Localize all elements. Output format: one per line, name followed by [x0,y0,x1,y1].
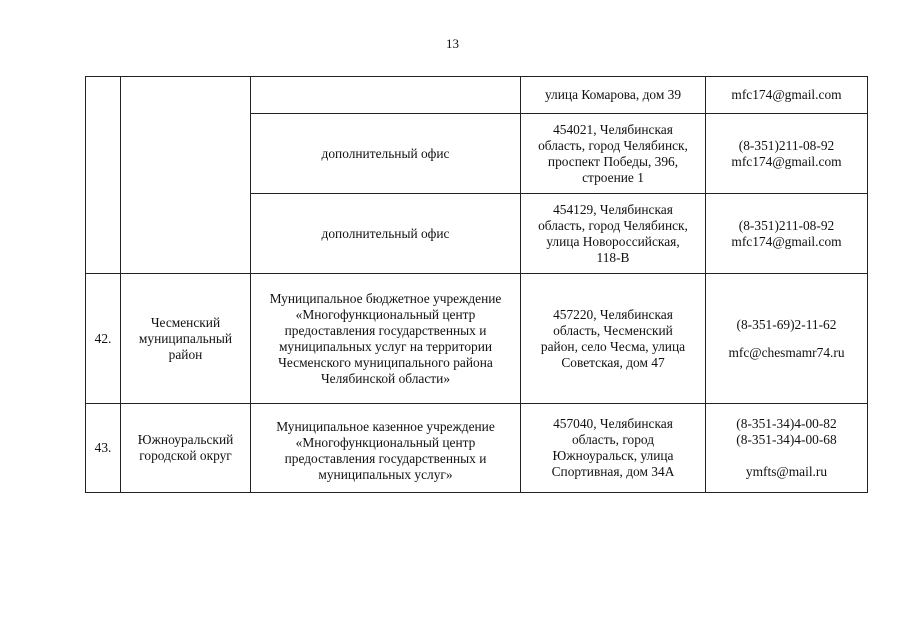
contacts-cell [706,274,868,404]
municipality-cell [121,77,251,274]
address-cell: 454021, Челябинская область, город Челябинск, проспект Победы, 396, строение 1 [521,114,706,194]
page-number: 13 [446,36,459,51]
contacts-cell [706,77,868,114]
email-text: mfc174@gmail.com [731,233,842,249]
email-text: ymfts@mail.ru [745,464,828,479]
municipality-cell: Чесменский муниципальный район [121,274,251,404]
email-text: mfc174@gmail.com [731,87,842,102]
row-number-cell: 43. [86,404,121,493]
mfc-registry-table [85,76,868,493]
address-cell: 454129, Челябинская область, город Челябинск, улица Новороссийская, 118-В [521,194,706,274]
organization-cell: дополнительный офис [251,114,521,194]
row-number-cell [86,77,121,274]
table-row [86,274,868,404]
email-text: mfc174@gmail.com [731,153,842,169]
phone-text: (8-351)211-08-92 [738,217,835,233]
municipality-cell: Южноуральский городской округ [121,404,251,493]
contacts-cell [706,404,868,493]
phone-text: (8-351)211-08-92 [738,137,835,153]
contacts-cell [706,114,868,194]
address-cell: улица Комарова, дом 39 [521,77,706,114]
address-cell: 457220, Челябинская область, Чесменский район, село Чесма, улица Советская, дом 47 [521,274,706,404]
phone-text: (8-351-69)2-11-62 [736,316,837,332]
organization-cell: Муниципальное бюджетное учреждение «Многофункциональный центр предоставления государственных и муниципальных услуг на территории Чесменского муниципального района Челябинской области» [251,274,521,404]
contacts-cell [706,194,868,274]
row-number-cell: 42. [86,274,121,404]
organization-cell: Муниципальное казенное учреждение «Многофункциональный центр предоставления государственных и муниципальных услуг» [251,404,521,493]
phone-text: (8-351-34)4-00-68 [736,432,837,447]
table-row [86,404,868,493]
organization-cell: дополнительный офис [251,194,521,274]
phone-text: (8-351-34)4-00-82 [736,416,837,431]
address-cell: 457040, Челябинская область, город Южноуральск, улица Спортивная, дом 34А [521,404,706,493]
table-row [86,77,868,114]
email-text: mfc@chesmamr74.ru [728,344,845,360]
organization-cell [251,77,521,114]
